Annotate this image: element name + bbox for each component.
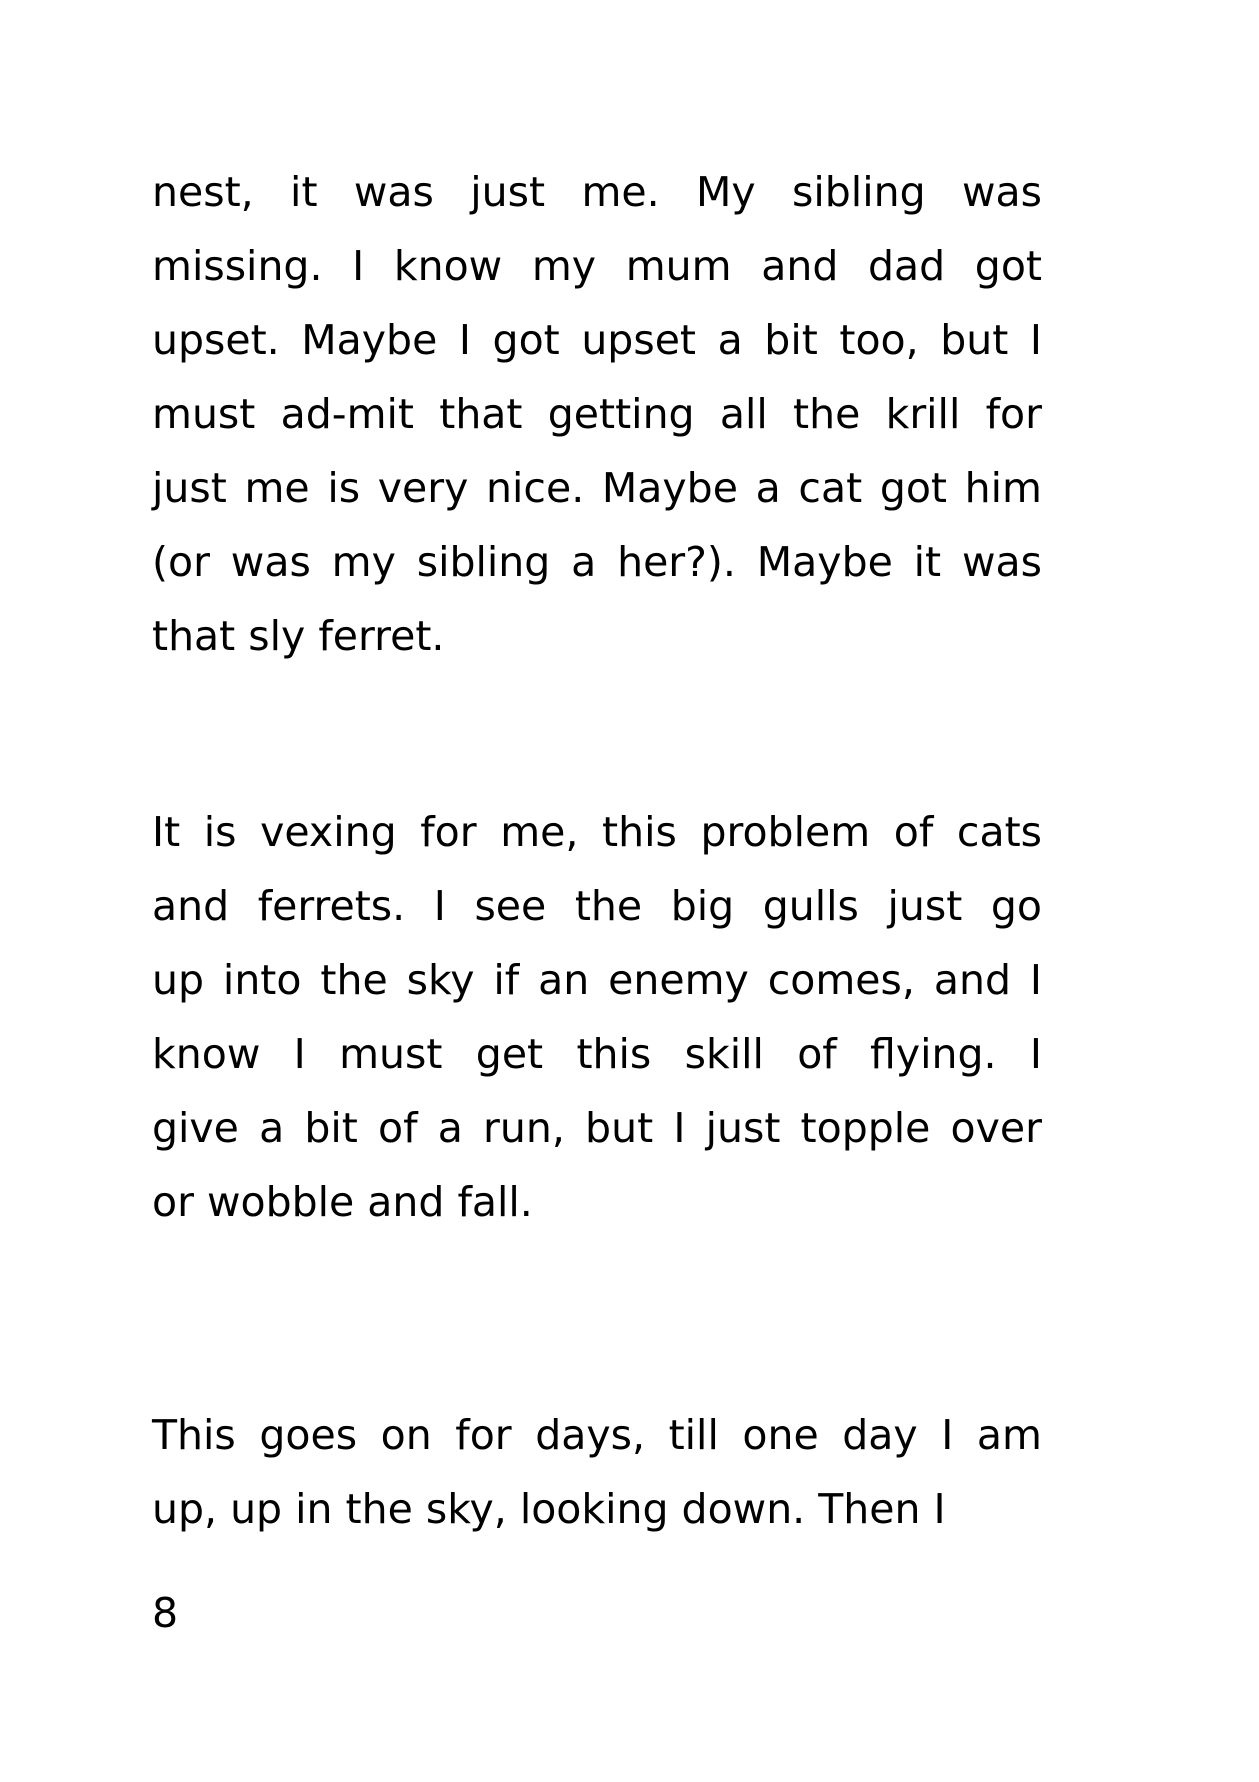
text-line: upset. Maybe I got upset a bit too, but I [152,316,1042,364]
text-line: nest, it was just me. My sibling was [152,168,1042,216]
text-line: and ferrets. I see the big gulls just go [152,882,1042,930]
paragraph-3 [152,1398,1042,1546]
text-line: up into the sky if an enemy comes, and I [152,956,1042,1004]
text-line: It is vexing for me, this problem of cats [152,808,1042,856]
text-line: (or was my sibling a her?). Maybe it was [152,538,1042,586]
page-number: 8 [152,1589,179,1637]
text-line: missing. I know my mum and dad got [152,242,1042,290]
text-line: up, up in the sky, looking down. Then I [152,1485,946,1533]
text-line: or wobble and fall. [152,1178,533,1226]
text-line: know I must get this skill of flying. I [152,1030,1042,1078]
paragraph-1 [152,155,1042,673]
text-line: just me is very nice. Maybe a cat got him [152,464,1042,512]
text-line: that sly ferret. [152,612,445,660]
text-line: must ad-mit that getting all the krill for [152,390,1042,438]
text-line: give a bit of a run, but I just topple over [152,1104,1042,1152]
paragraph-2 [152,795,1042,1239]
text-line: This goes on for days, till one day I am [152,1411,1042,1459]
